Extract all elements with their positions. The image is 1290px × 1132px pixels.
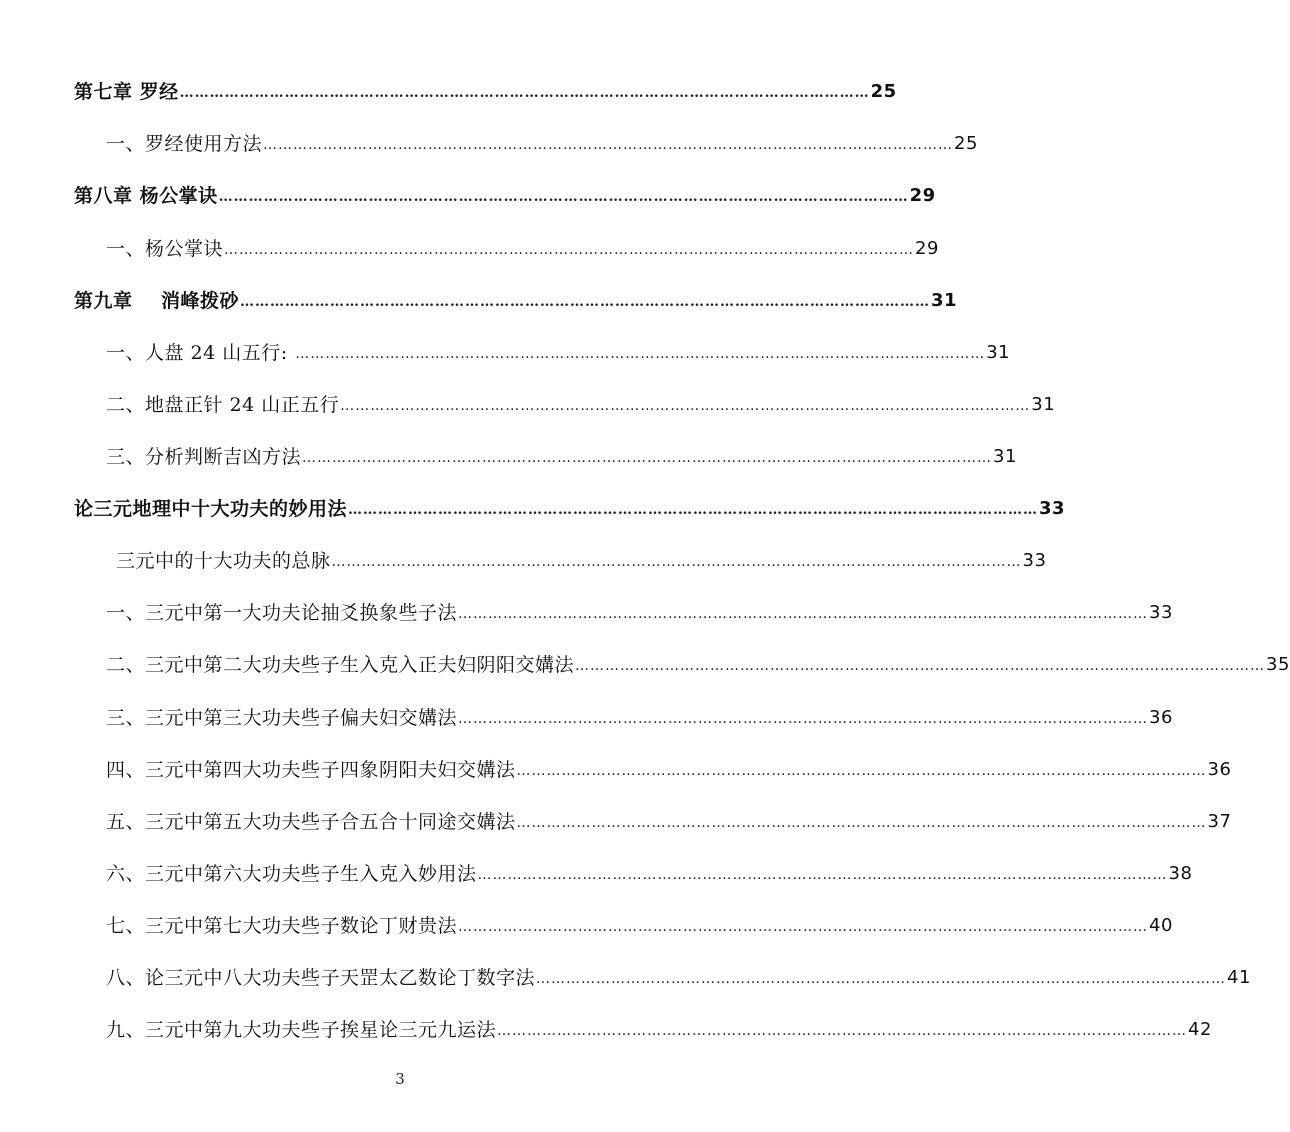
toc-section-7-1 xyxy=(106,124,978,156)
toc-entry-page: 31 xyxy=(986,342,1011,363)
toc-entry-page: 31 xyxy=(930,290,958,311)
dot-leader: ………………………………………………………………………………………………………………………… xyxy=(302,450,993,466)
dot-leader: ………………………………………………………………………………………………………………………… xyxy=(458,606,1149,622)
toc-chapter-ten-skills xyxy=(74,489,1066,521)
toc-entry-page: 42 xyxy=(1188,1019,1212,1040)
toc-entry-title: 一、杨公掌诀 xyxy=(106,238,224,260)
toc-entry-title: 四、三元中第四大功夫些子四象阴阳夫妇交媾法 xyxy=(106,759,516,781)
toc-entry-page: 25 xyxy=(870,81,897,102)
toc-entry-title: 一、罗经使用方法 xyxy=(106,133,263,155)
toc-entry-title: 第七章 罗经 xyxy=(74,81,179,103)
toc-section-9-3 xyxy=(106,437,1017,469)
dot-leader: ………………………………………………………………………………………………………………………… xyxy=(340,398,1031,414)
toc-section-skill-2 xyxy=(106,645,1290,677)
toc-entry-page: 25 xyxy=(954,133,978,154)
toc-entry-title: 三元中的十大功夫的总脉 xyxy=(116,550,331,572)
page-number: 3 xyxy=(395,1070,405,1088)
toc-chapter-7 xyxy=(74,72,897,104)
dot-leader: ………………………………………………………………………………………………………………………… xyxy=(331,554,1022,570)
toc-entry-title: 五、三元中第五大功夫些子合五合十同途交媾法 xyxy=(106,811,516,833)
toc-entry-page: 38 xyxy=(1168,863,1193,884)
toc-entry-title: 第八章 杨公掌诀 xyxy=(74,185,218,207)
toc-entry-page: 29 xyxy=(909,185,936,206)
dot-leader: ………………………………………………………………………………………………………………………… xyxy=(239,294,930,310)
dot-leader: ………………………………………………………………………………………………………………………… xyxy=(575,658,1266,674)
dot-leader: ………………………………………………………………………………………………………………………… xyxy=(218,189,909,205)
dot-leader: ………………………………………………………………………………………………………………………… xyxy=(536,971,1227,987)
toc-entry-page: 33 xyxy=(1022,550,1047,571)
toc-section-skill-3 xyxy=(106,698,1173,730)
dot-leader: ………………………………………………………………………………………………………………………… xyxy=(458,711,1149,727)
toc-entry-title: 一、人盘 24 山五行: xyxy=(106,342,295,364)
toc-entry-page: 41 xyxy=(1227,967,1251,988)
toc-entry-page: 37 xyxy=(1207,811,1232,832)
dot-leader: ………………………………………………………………………………………………………………………… xyxy=(458,919,1149,935)
dot-leader: ………………………………………………………………………………………………………………………… xyxy=(516,763,1207,779)
dot-leader: ………………………………………………………………………………………………………………………… xyxy=(263,137,954,153)
toc-section-skill-8 xyxy=(106,958,1251,990)
toc-entry-title: 论三元地理中十大功夫的妙用法 xyxy=(74,498,348,520)
toc-section-9-1 xyxy=(106,333,1011,365)
toc-chapter-9 xyxy=(74,281,958,313)
toc-entry-title: 七、三元中第七大功夫些子数论丁财贵法 xyxy=(106,915,458,937)
toc-entry-page: 40 xyxy=(1149,915,1173,936)
toc-section-9-2 xyxy=(106,385,1056,417)
dot-leader: ………………………………………………………………………………………………………………………… xyxy=(179,85,870,101)
toc-entry-page: 29 xyxy=(915,238,939,259)
toc-entry-page: 33 xyxy=(1149,602,1173,623)
toc-entry-title: 三、三元中第三大功夫些子偏夫妇交媾法 xyxy=(106,707,458,729)
dot-leader: ………………………………………………………………………………………………………………………… xyxy=(516,815,1207,831)
toc-section-skill-6 xyxy=(106,854,1193,886)
dot-leader: ………………………………………………………………………………………………………………………… xyxy=(477,867,1168,883)
dot-leader: ………………………………………………………………………………………………………………………… xyxy=(295,346,986,362)
toc-section-skill-4 xyxy=(106,750,1232,782)
toc-section-skill-9 xyxy=(106,1010,1212,1042)
toc-entry-page: 36 xyxy=(1207,759,1232,780)
toc-entry-title: 九、三元中第九大功夫些子挨星论三元九运法 xyxy=(106,1019,497,1041)
dot-leader: ………………………………………………………………………………………………………………………… xyxy=(224,242,915,258)
toc-entry-title: 三、分析判断吉凶方法 xyxy=(106,446,302,468)
toc-entry-title: 二、地盘正针 24 山正五行 xyxy=(106,394,340,416)
toc-entry-page: 33 xyxy=(1039,498,1066,519)
toc-entry-title: 八、论三元中八大功夫些子天罡太乙数论丁数字法 xyxy=(106,967,536,989)
toc-subsection-overview xyxy=(116,541,1047,573)
dot-leader: ………………………………………………………………………………………………………………………… xyxy=(348,502,1039,518)
toc-entry-title: 一、三元中第一大功夫论抽爻换象些子法 xyxy=(106,602,458,624)
dot-leader: ………………………………………………………………………………………………………………………… xyxy=(497,1023,1188,1039)
toc-entry-page: 35 xyxy=(1266,654,1290,675)
toc-entry-title: 第九章 消峰拨砂 xyxy=(74,290,239,312)
toc-section-skill-7 xyxy=(106,906,1173,938)
toc-entry-page: 31 xyxy=(1031,394,1056,415)
toc-section-8-1 xyxy=(106,229,939,261)
toc-entry-title: 二、三元中第二大功夫些子生入克入正夫妇阴阳交媾法 xyxy=(106,654,575,676)
toc-chapter-8 xyxy=(74,176,936,208)
toc-entry-title: 六、三元中第六大功夫些子生入克入妙用法 xyxy=(106,863,477,885)
toc-entry-page: 31 xyxy=(993,446,1017,467)
toc-section-skill-1 xyxy=(106,593,1173,625)
toc-entry-page: 36 xyxy=(1149,707,1173,728)
toc-section-skill-5 xyxy=(106,802,1232,834)
